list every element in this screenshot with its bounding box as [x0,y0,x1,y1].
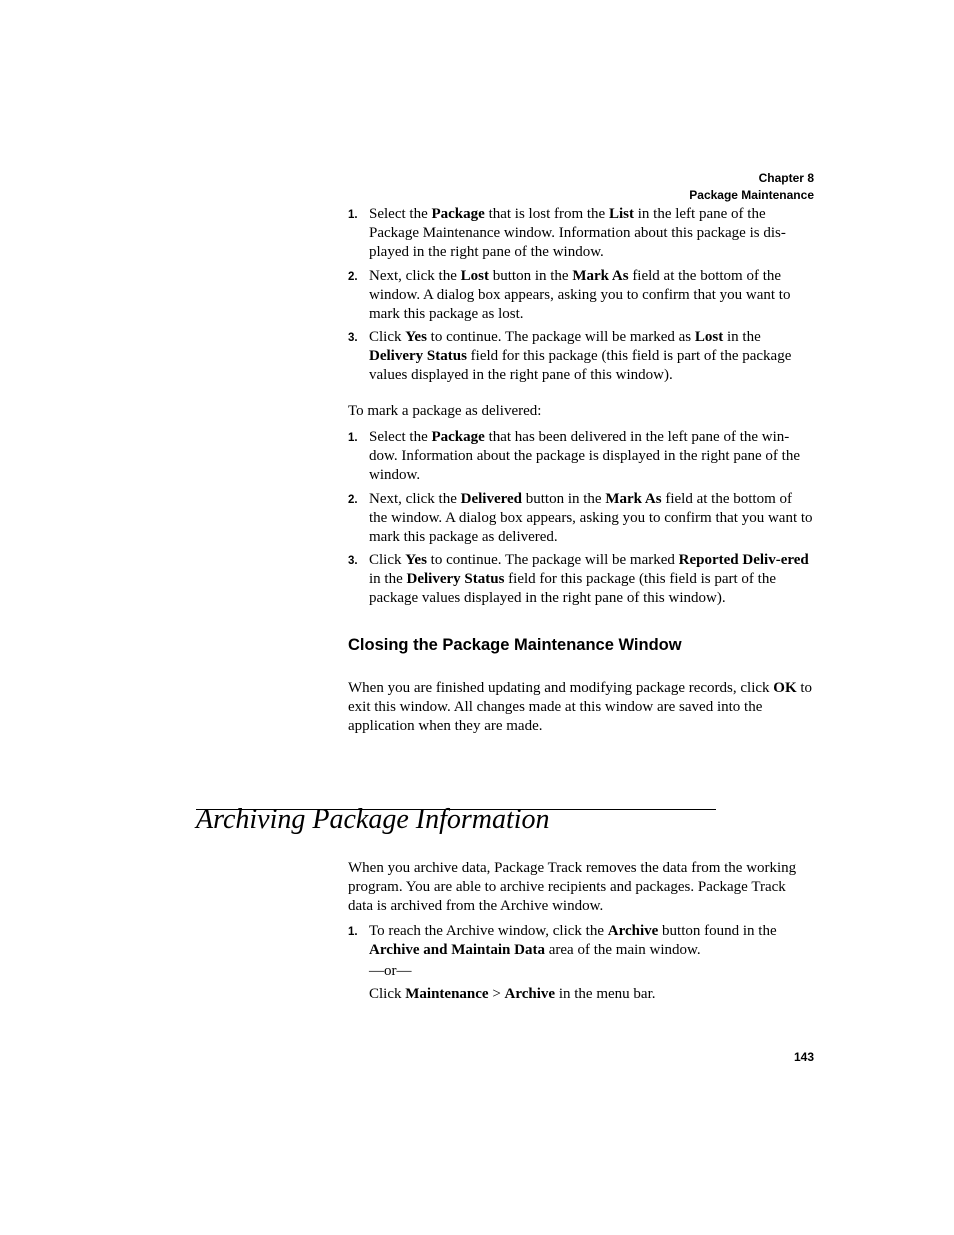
ui-term: Yes [405,329,427,345]
list-item [348,328,814,385]
chapter-label: Chapter 8 [758,171,814,185]
ui-term: Archive and Maintain Data [369,942,545,958]
ui-term: Archive [504,986,556,1002]
step-text: To reach the Archive window, click the [369,923,608,939]
step-number: 2. [348,493,358,506]
step-number: 3. [348,332,358,344]
delivered-intro: To mark a package as delivered: [348,403,542,419]
ui-term: Reported Deliv-ered [678,552,809,568]
ui-term: Lost [694,329,724,345]
section-label: Package Maintenance [689,187,814,202]
step-text: Next, click the [369,267,461,284]
step-text: Select the [369,429,432,445]
delivered-steps-list [348,428,814,613]
section-heading: Closing the Package Maintenance Window [348,636,682,654]
ui-term: Package [431,429,485,445]
step-number: 1. [348,432,358,444]
ui-term: Archive [607,923,659,939]
or-separator: —or— [369,963,412,979]
ui-term: Lost [460,267,489,284]
step-text: field at the bottom of the window. A dialog box appears, asking you to confirm that you want to mark this package as delivered. [369,490,813,545]
step-text: that has been delivered in the left pane of the win-dow. Information about the package is displayed in the right pane of the window. [369,429,800,483]
paragraph-text: When you are finished updating and modifying package records, click [348,680,774,696]
ui-term: OK [773,680,797,696]
alternate-instruction [369,985,814,1004]
list-item [348,551,814,608]
step-text: button found in the [658,923,777,939]
paragraph-text: to exit this window. All changes made at this window are saved into the application when they are made. [348,680,813,734]
step-text: in the menu bar. [555,986,656,1002]
page-number: 143 [793,1050,814,1064]
archive-steps-list [348,922,814,1009]
step-text: field for this package (this field is part of the package values displayed in the right pane of this window). [369,571,776,606]
closing-paragraph [348,679,814,736]
list-item [348,428,814,485]
ui-term: Maintenance [405,986,489,1002]
step-text: in the [369,571,407,587]
step-text: that is lost from the [484,206,609,222]
step-text: Click [369,986,406,1002]
step-text: in the left pane of the Package Maintenance window. Information about this package is dis-played in the right pane of the window. [369,206,786,260]
ui-term: Mark As [605,490,662,507]
step-text: Select the [369,206,432,222]
step-text: to continue. The package will be marked as [426,329,695,345]
ui-term: Delivery Status [406,571,505,587]
ui-term: List [608,206,634,222]
step-number: 1. [348,926,358,938]
step-text: Next, click the [369,490,461,507]
step-text: field at the bottom of the window. A dialog box appears, asking you to confirm that you want to mark this package as lost. [369,267,791,322]
step-text: button in the [522,490,606,507]
running-header [689,170,814,203]
step-text: in the [723,329,761,345]
ui-term: Yes [405,552,427,568]
ui-term: Package [431,206,485,222]
step-text: field for this package (this field is part of the package values displayed in the right pane of this window). [369,348,792,383]
archive-paragraph: When you archive data, Package Track removes the data from the working program. You are able to archive recipients and packages. Package Track data is archived from the Archive window. [348,860,797,914]
step-text: Click [369,552,406,568]
step-text: to continue. The package will be marked [426,552,679,568]
step-text: area of the main window. [544,942,701,958]
step-text: Click [369,329,406,345]
list-item [348,205,814,262]
step-number: 3. [348,555,358,567]
chapter-section-title: Archiving Package Information [196,804,550,835]
step-number: 2. [348,270,358,283]
lost-steps-list [348,205,814,390]
ui-term: Delivered [460,490,523,507]
step-text: button in the [488,267,573,284]
ui-term: Mark As [572,267,629,284]
list-item [348,490,814,547]
step-number: 1. [348,209,358,221]
ui-term: Delivery Status [369,348,467,364]
step-text: > [488,986,505,1002]
list-item [348,922,814,1004]
list-item [348,267,814,324]
